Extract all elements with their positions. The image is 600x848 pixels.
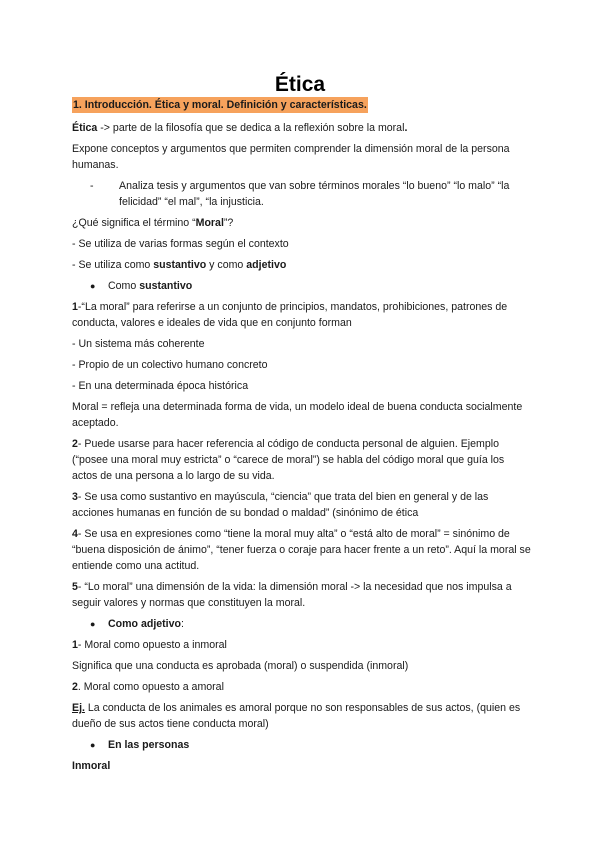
- line-como-sustantivo: sustantivo: [153, 259, 207, 271]
- sustantivo-sub-a: - Un sistema más coherente: [72, 338, 205, 350]
- definition-text: -> parte de la filosofía que se dedica a la reflexión sobre la moral: [97, 122, 405, 134]
- sustantivo-item-5: [72, 579, 532, 611]
- adjetivo-item-1: [72, 637, 532, 653]
- item-text: - “Lo moral” una dimensión de la vida: la dimensión moral -> la necesidad que nos impulsa a seguir valores y normas que constituyen la moral.: [72, 581, 512, 609]
- item-text: - Moral como opuesto a inmoral: [77, 639, 227, 651]
- bullet-como-adjetivo: [72, 616, 532, 632]
- bullet-marker: ●: [90, 619, 96, 629]
- bullet-text-bold: En las personas: [108, 739, 190, 751]
- line-varias-formas: - Se utiliza de varias formas según el contexto: [72, 238, 289, 250]
- question-post: ”?: [223, 217, 234, 229]
- item-text: - Puede usarse para hacer referencia al código de conducta personal de alguien. Ejemplo (“posee una moral muy estricta” o “carece de moral”) se habla del código moral que guía los actos de una persona a lo largo de su vida.: [72, 438, 505, 482]
- bullet-en-las-personas: [72, 737, 532, 753]
- item-text: - Se usa en expresiones como “tiene la moral muy alta” o “está alto de moral” = sinónimo de “buena disposición de ánimo”, “tener fuerza o coraje para hacer frente a un reto”. Aquí la moral se entiende como una actitud.: [72, 528, 531, 572]
- sustantivo-sub-c: - En una determinada época histórica: [72, 380, 249, 392]
- item-number: 3: [72, 491, 78, 503]
- item-number: 1: [72, 639, 78, 651]
- definition-paragraph: [72, 120, 532, 136]
- page-title: Ética: [274, 73, 326, 96]
- definition-period: .: [404, 122, 408, 134]
- bullet-text-pre: Como: [108, 280, 140, 292]
- moral-equals-paragraph: Moral = refleja una determinada forma de vida, un modelo ideal de buena conducta socialmente aceptado.: [72, 401, 523, 429]
- question-pre: ¿Qué significa el término “: [72, 217, 196, 229]
- sustantivo-sub-b: - Propio de un colectivo humano concreto: [72, 359, 268, 371]
- dash-marker: -: [90, 180, 94, 192]
- bullet-text-post: :: [181, 618, 184, 630]
- sustantivo-item-3: [72, 489, 532, 521]
- item-number: 1: [72, 301, 78, 313]
- bullet-como-sustantivo: [72, 278, 532, 294]
- adjetivo-item-1-desc: Significa que una conducta es aprobada (moral) o suspendida (inmoral): [72, 660, 409, 672]
- sustantivo-item-1: [72, 299, 532, 331]
- line-como-pre: - Se utiliza como: [72, 259, 154, 271]
- line-como: [72, 257, 532, 273]
- inmoral-heading: [72, 758, 532, 774]
- example-label: Ej.: [72, 702, 85, 714]
- bullet-text-bold: sustantivo: [139, 280, 193, 292]
- bullet-marker: ●: [90, 281, 96, 291]
- item-number: 5: [72, 581, 78, 593]
- item-number: 2: [72, 681, 78, 693]
- dash-list-item: [72, 178, 532, 210]
- line-como-adjetivo: adjetivo: [246, 259, 287, 271]
- item-text: -“La moral” para referirse a un conjunto de principios, mandatos, prohibiciones, patrones de conducta, valores e ideales de vida que en conjunto forman: [72, 301, 508, 329]
- inmoral-text: Inmoral: [72, 760, 111, 772]
- document-body: [72, 97, 532, 779]
- item-text: . Moral como opuesto a amoral: [77, 681, 224, 693]
- dash-item-text: Analiza tesis y argumentos que van sobre términos morales “lo bueno” “lo malo” “la felicidad” “el mal”, “la injusticia.: [119, 180, 510, 208]
- item-text: - Se usa como sustantivo en mayúscula, “ciencia” que trata del bien en general y de las acciones humanas en función de su bondad o maldad” (sinónimo de ética: [72, 491, 489, 519]
- example-text: La conducta de los animales es amoral porque no son responsables de sus actos, (quien es dueño de sus actos tiene conducta moral): [72, 702, 521, 730]
- question-paragraph: [72, 215, 532, 231]
- definition-term: Ética: [72, 122, 98, 134]
- paragraph-expone: Expone conceptos y argumentos que permiten comprender la dimensión moral de la persona humanas.: [72, 143, 510, 171]
- bullet-marker: ●: [90, 740, 96, 750]
- adjetivo-item-2: [72, 679, 532, 695]
- item-number: 2: [72, 438, 78, 450]
- sustantivo-item-4: [72, 526, 532, 574]
- line-como-mid: y como: [206, 259, 247, 271]
- item-number: 4: [72, 528, 78, 540]
- question-term: Moral: [195, 217, 224, 229]
- example-paragraph: [72, 700, 532, 732]
- sustantivo-item-2: [72, 436, 532, 484]
- bullet-text-bold: Como adjetivo: [108, 618, 181, 630]
- section-heading: 1. Introducción. Ética y moral. Definición y características.: [73, 99, 367, 111]
